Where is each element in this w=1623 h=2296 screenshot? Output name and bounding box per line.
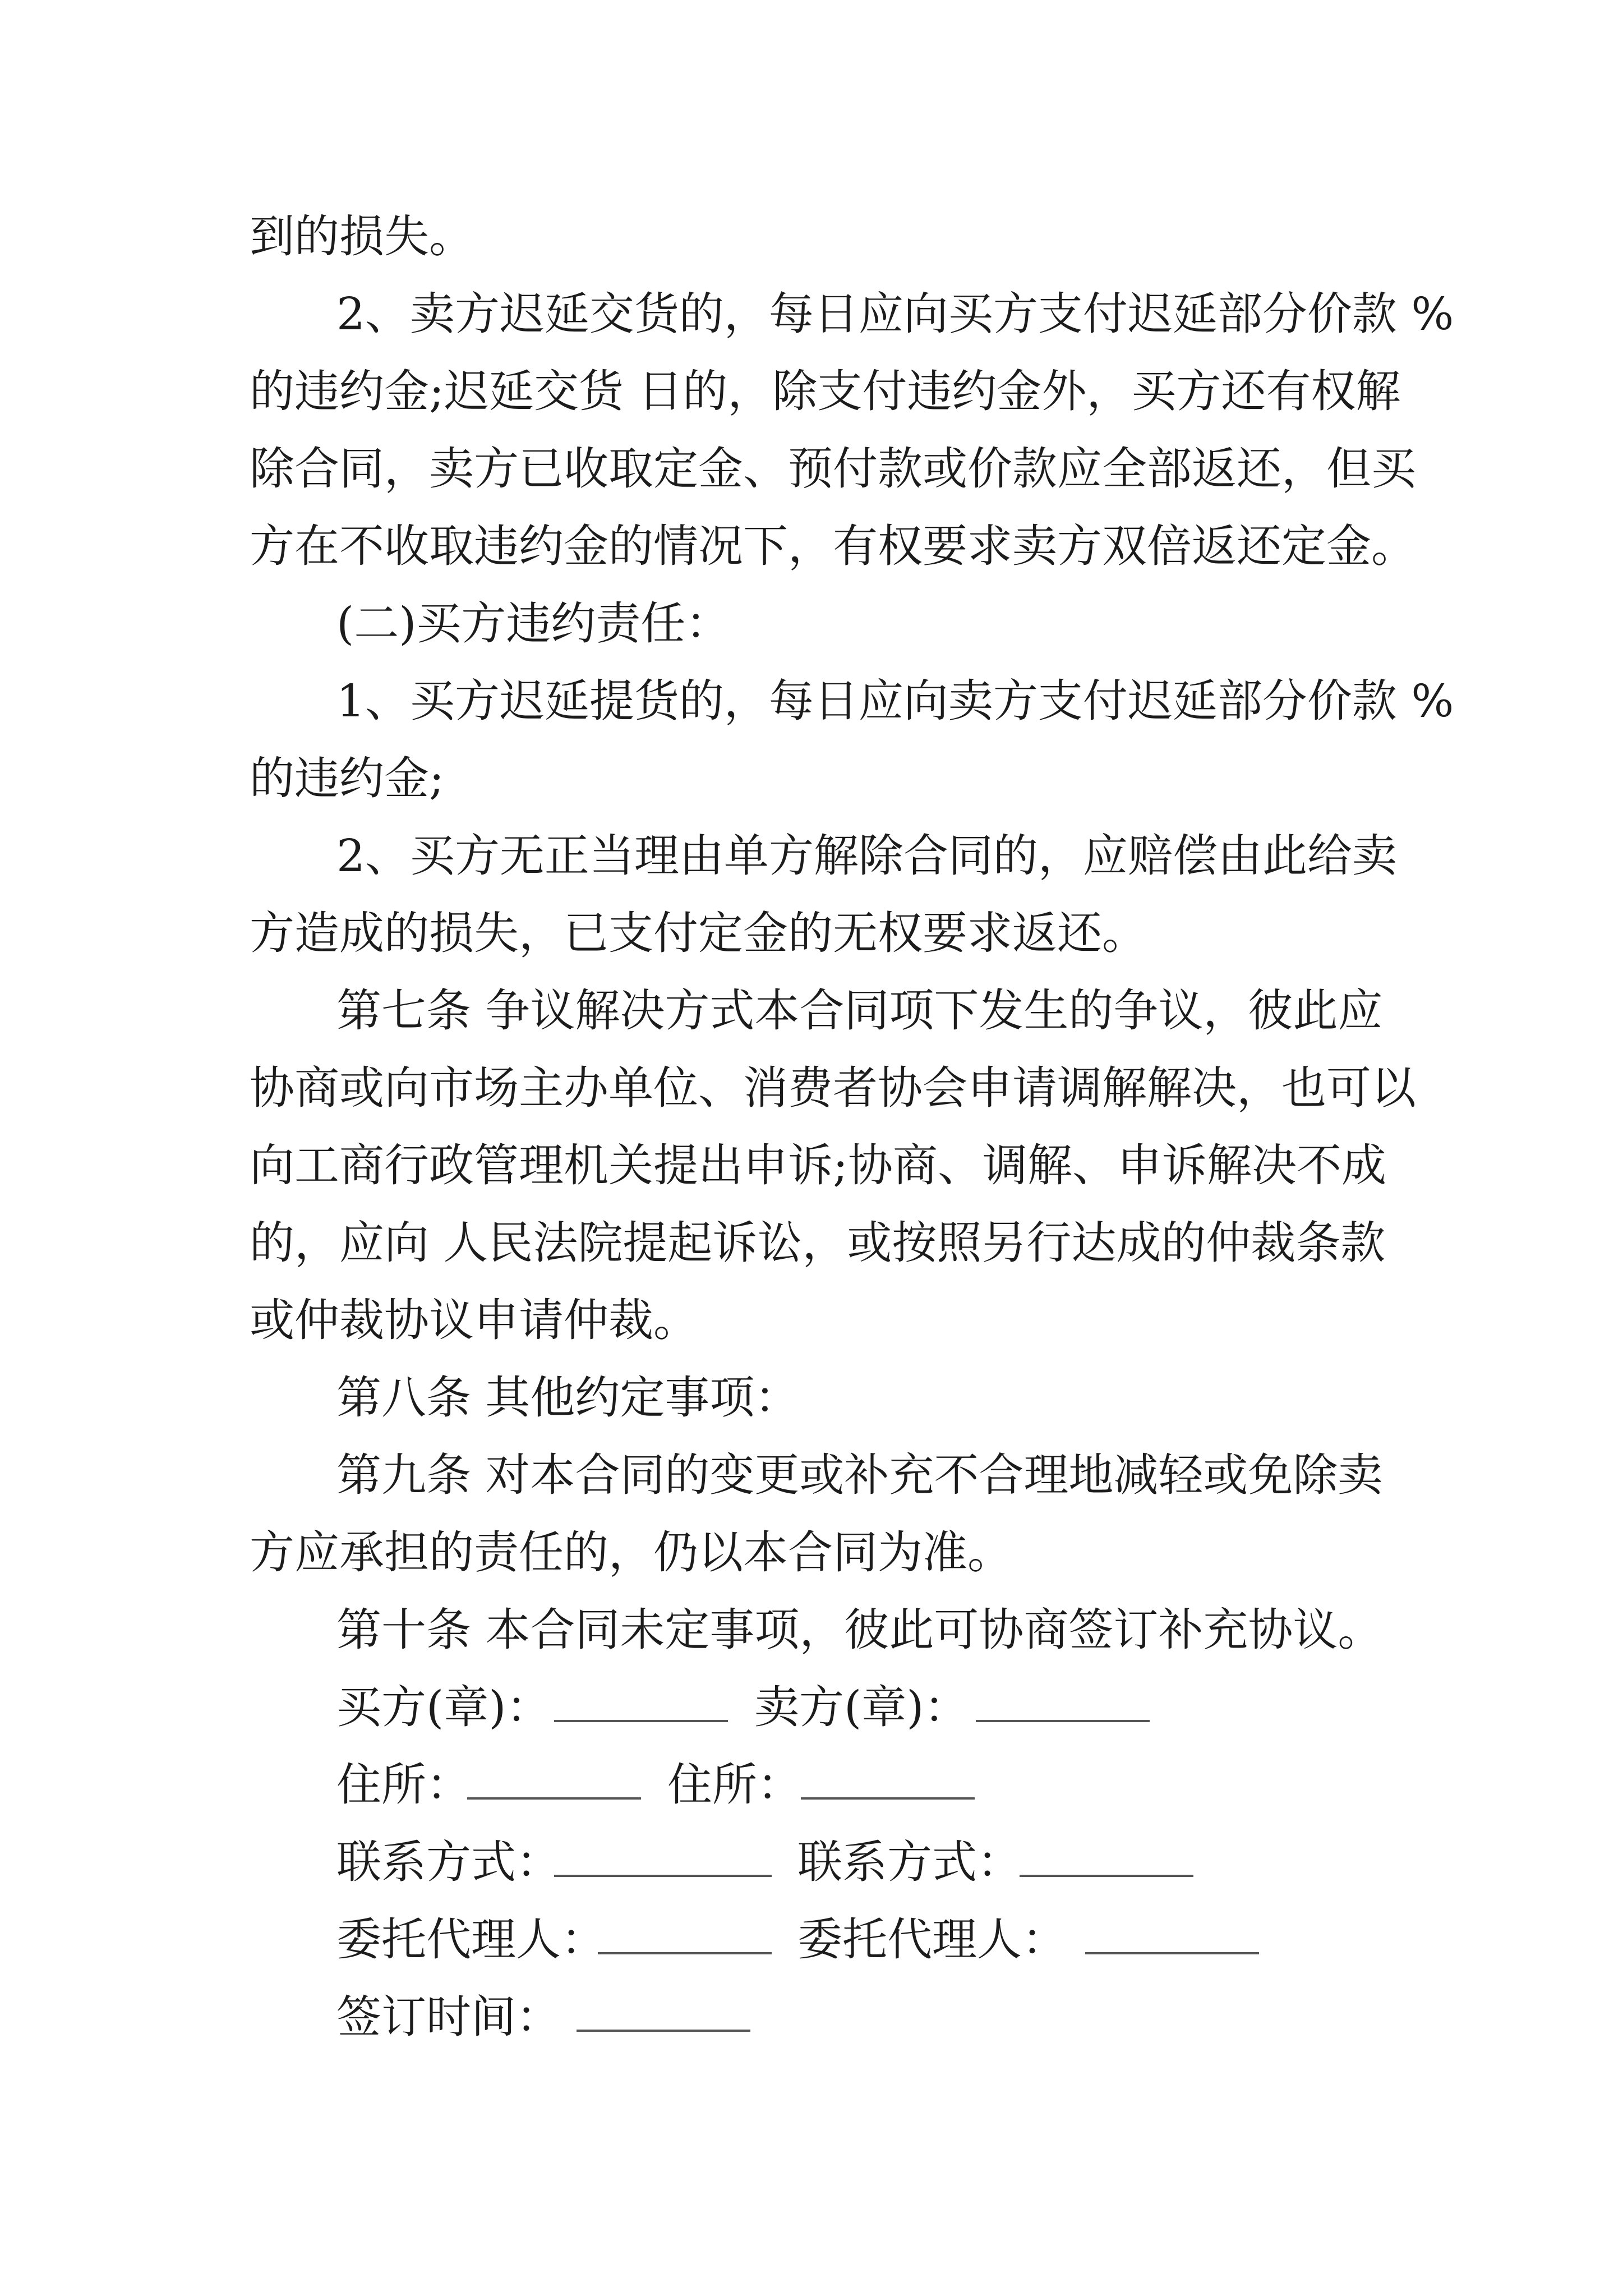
article-ten-line: 第十条 本合同未定事项，彼此可协商签订补充协议。 [336,1604,1383,1656]
signature-row-address [336,1757,1458,1813]
article-seven-line: 第七条 争议解决方式本合同项下发生的争议，彼此应 [336,984,1383,1037]
paragraph-line: 2、卖方迟延交货的，每日应向买方支付迟延部分价款 % [336,288,1454,340]
paragraph-line: 或仲裁协议申请仲裁。 [250,1294,698,1346]
signature-row-date [336,1989,1458,2045]
buyer-contact-label: 联系方式： [336,1836,561,1888]
signature-row-contact [336,1834,1458,1890]
paragraph-line: 的违约金; [250,752,444,804]
buyer-seal-label: 买方(章)： [336,1681,551,1733]
buyer-seal-blank [554,1720,728,1722]
section-heading: (二)买方违约责任： [336,597,731,650]
paragraph-line: 的违约金;迟延交货 日的，除支付违约金外，买方还有权解 [250,365,1401,417]
paragraph-line: 除合同，卖方已收取定金、预付款或价款应全部返还，但买 [250,443,1416,495]
buyer-contact-blank [554,1875,772,1877]
paragraph-line: 方在不收取违约金的情况下，有权要求卖方双倍返还定金。 [250,520,1416,572]
paragraph-line: 向工商行政管理机关提出申诉;协商、调解、申诉解决不成 [250,1139,1386,1191]
signature-row-agent [336,1912,1458,1968]
article-eight-line: 第八条 其他约定事项： [336,1372,800,1424]
paragraph-line: 的，应向 人民法院提起诉讼，或按照另行达成的仲裁条款 [250,1217,1386,1269]
buyer-agent-label: 委托代理人： [336,1913,606,1966]
buyer-address-label: 住所： [336,1759,471,1811]
seller-address-label: 住所： [667,1759,802,1811]
paragraph-line: 2、买方无正当理由单方解除合同的，应赔偿由此给卖 [336,830,1397,882]
sign-date-blank [577,2030,750,2032]
paragraph-line: 方应承担的责任的，仍以本合同为准。 [250,1526,1012,1579]
paragraph-line: 到的损失。 [250,210,474,263]
article-nine-line: 第九条 对本合同的变更或补充不合理地减轻或免除卖 [336,1449,1383,1501]
buyer-address-blank [467,1797,641,1800]
paragraph-line: 1、买方迟延提货的，每日应向卖方支付迟延部分价款 % [336,675,1454,727]
seller-address-blank [801,1797,975,1800]
paragraph-line: 协商或向市场主办单位、消费者协会申请调解解决，也可以 [250,1062,1416,1114]
seller-seal-label: 卖方(章)： [754,1681,969,1733]
seller-contact-label: 联系方式： [797,1836,1022,1888]
buyer-agent-blank [598,1952,772,1954]
seller-seal-blank [976,1720,1150,1722]
seller-agent-label: 委托代理人： [797,1913,1067,1966]
seller-agent-blank [1085,1952,1259,1954]
seller-contact-blank [1020,1875,1193,1877]
sign-date-label: 签订时间： [336,1991,561,2043]
signature-row-seal [336,1680,1458,1736]
paragraph-line: 方造成的损失，已支付定金的无权要求返还。 [250,907,1147,959]
